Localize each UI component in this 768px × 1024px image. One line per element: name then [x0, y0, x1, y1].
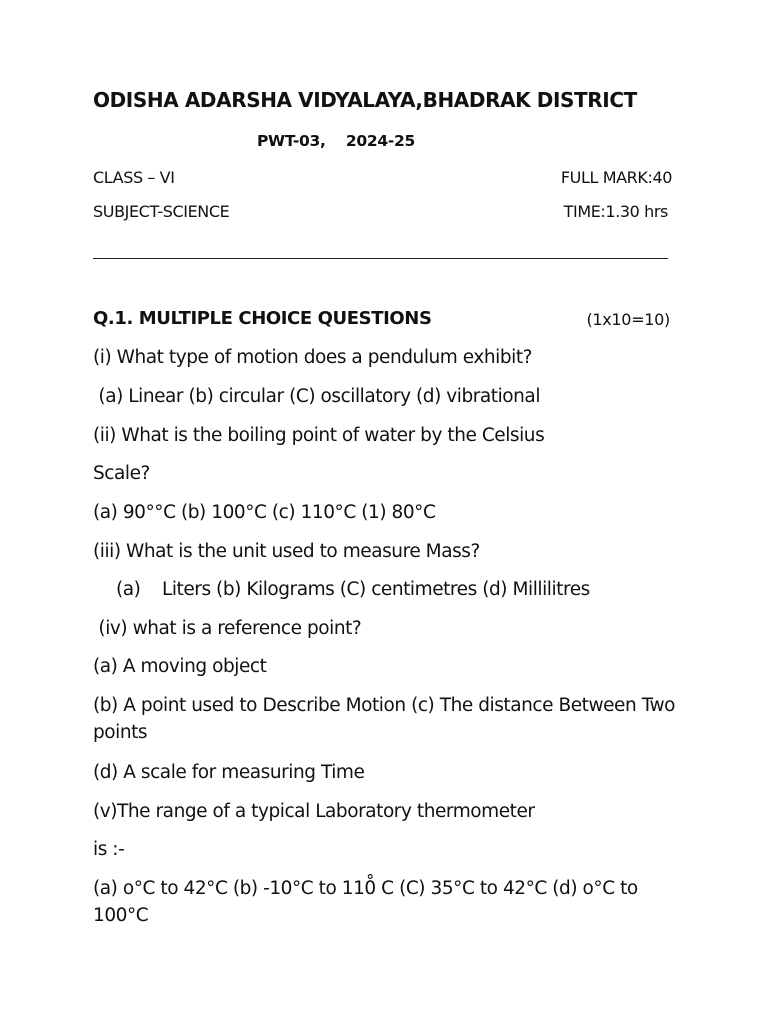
question-1: (i) What type of motion does a pendulum exhibit? — [93, 347, 533, 368]
full-mark-label: FULL MARK:40 — [560, 168, 672, 187]
question-4-option-d: (d) A scale for measuring Time — [93, 762, 365, 783]
section-marks: (1x10=10) — [586, 310, 670, 329]
class-label: CLASS – VI — [93, 168, 175, 187]
header-divider — [93, 258, 668, 259]
exam-title: PWT-03, 2024-25 — [257, 132, 415, 150]
question-4-options-b-c: (b) A point used to Describe Motion (c) The distance Between Two points — [93, 695, 676, 743]
question-5-options: (a) o°C to 42°C (b) -10°C to 110̊ C (C) 35°C to 42°C (d) o°C to 100°C — [93, 878, 638, 926]
question-2-options: (a) 90°°C (b) 100°C (c) 110°C (1) 80°C — [93, 502, 436, 523]
subject-label: SUBJECT-SCIENCE — [93, 202, 230, 221]
question-3-option-text: Liters (b) Kilograms (C) centimetres (d) Millilitres — [162, 579, 590, 600]
question-4: (iv) what is a reference point? — [93, 618, 362, 639]
school-name: ODISHA ADARSHA VIDYALAYA,BHADRAK DISTRICT — [93, 88, 637, 112]
question-3-option-a-label: (a) — [116, 579, 141, 600]
question-2-line-2: Scale? — [93, 463, 150, 484]
question-5-line-2: is :- — [93, 839, 125, 860]
section-title: Q.1. MULTIPLE CHOICE QUESTIONS — [93, 308, 432, 329]
question-3-options — [116, 576, 696, 603]
question-2-line-1: (ii) What is the boiling point of water by the Celsius — [93, 425, 545, 446]
question-5-line-1: (v)The range of a typical Laboratory thermometer — [93, 801, 535, 822]
time-label: TIME:1.30 hrs — [563, 202, 668, 221]
question-3: (iii) What is the unit used to measure Mass? — [93, 541, 480, 562]
question-4-option-a: (a) A moving object — [93, 656, 267, 677]
question-1-options: (a) Linear (b) circular (C) oscillatory (d) vibrational — [93, 386, 541, 407]
